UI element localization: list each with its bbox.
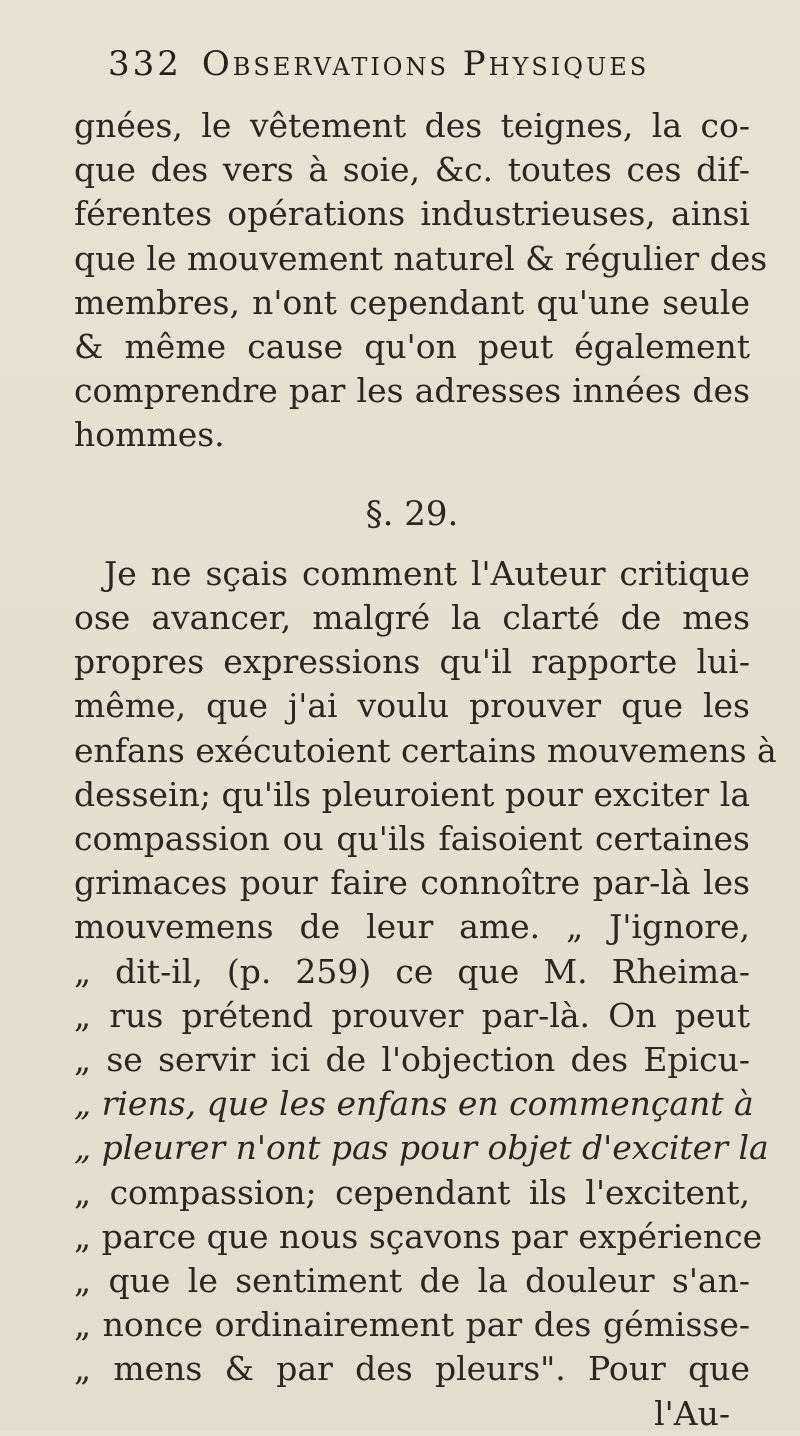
- text-line: comprendre par les adresses innées des: [74, 371, 750, 411]
- text-line: que le mouvement naturel & régulier des: [74, 238, 768, 278]
- text-line: „ pleurer n'ont pas pour objet d'exciter la: [74, 1128, 769, 1168]
- page-number: 332: [108, 44, 182, 84]
- text-line: „ riens, que les enfans en commençant à: [74, 1084, 754, 1124]
- paragraph-2: [74, 552, 777, 1392]
- running-title: Observations Physiques: [201, 44, 650, 84]
- text-line: „ parce que nous sçavons par expérience: [74, 1216, 763, 1256]
- text-line: „ se servir ici de l'objection des Epicu-: [74, 1040, 750, 1080]
- text-line: dessein; qu'ils pleuroient pour exciter la: [74, 774, 750, 814]
- text-line: „ nonce ordinairement par des gémisse-: [74, 1305, 750, 1345]
- text-line: ose avancer, malgré la clarté de mes: [74, 598, 750, 638]
- text-line: enfans exécutoient certains mouvemens à: [74, 730, 777, 770]
- text-line: „ mens & par des pleurs". Pour que: [74, 1349, 750, 1389]
- text-line: „ que le sentiment de la douleur s'an-: [74, 1261, 750, 1301]
- text-line: „ dit-il, (p. 259) ce que M. Rheima-: [74, 951, 750, 991]
- section-heading: §. 29.: [365, 493, 459, 534]
- text-line: que des vers à soie, &c. toutes ces dif-: [74, 150, 750, 190]
- text-line: Je ne sçais comment l'Auteur critique: [104, 553, 750, 593]
- text-line: même, que j'ai voulu prouver que les: [74, 686, 750, 726]
- paragraph-1: [74, 104, 768, 458]
- text-line: propres expressions qu'il rapporte lui-: [74, 642, 750, 682]
- catchword: l'Au-: [654, 1393, 730, 1433]
- text-line: compassion ou qu'ils faisoient certaines: [74, 819, 750, 859]
- text-line: mouvemens de leur ame. „ J'ignore,: [74, 907, 750, 947]
- text-line: férentes opérations industrieuses, ainsi: [74, 194, 750, 234]
- text-line: „ rus prétend prouver par-là. On peut: [74, 995, 750, 1035]
- page-body: [74, 104, 777, 1436]
- text-line: hommes.: [74, 415, 225, 455]
- text-line: membres, n'ont cependant qu'une seule: [74, 282, 750, 322]
- text-line: grimaces pour faire connoître par-là les: [74, 863, 750, 903]
- page-header: [108, 44, 728, 100]
- text-line: gnées, le vêtement des teignes, la co-: [74, 106, 750, 145]
- text-line: & même cause qu'on peut également: [74, 327, 750, 367]
- text-line: „ compassion; cependant ils l'excitent,: [74, 1172, 750, 1212]
